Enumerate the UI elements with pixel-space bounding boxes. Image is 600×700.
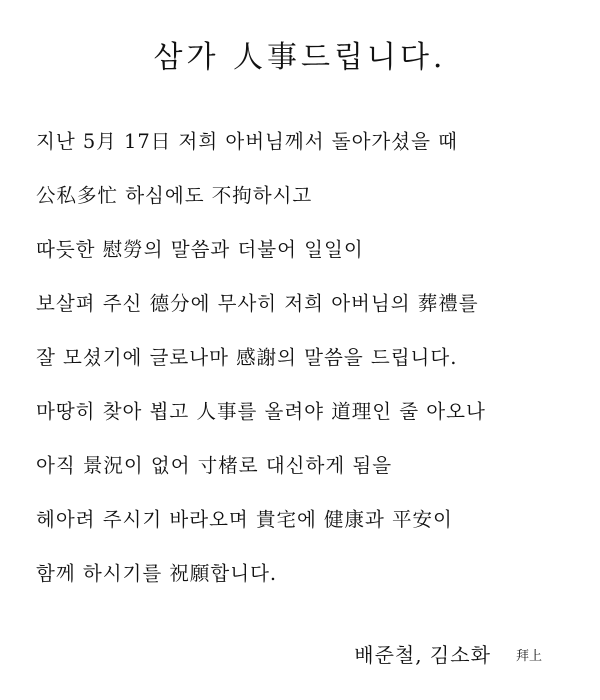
- letter-line: 헤아려 주시기 바라오며 貴宅에 健康과 平安이: [36, 508, 453, 531]
- letter-line: 함께 하시기를 祝願합니다.: [36, 562, 278, 585]
- closing-bow: 拜上: [515, 649, 542, 664]
- letter-line: 아직 景況이 없어 寸楮로 대신하게 됨을: [36, 454, 393, 477]
- letter-title: 삼가 人事드립니다.: [153, 40, 447, 75]
- letter-line: 따듯한 慰勞의 말씀과 더불어 일일이: [36, 238, 364, 261]
- letter-line: 보살펴 주신 德分에 무사히 저희 아버님의 葬禮를: [36, 292, 479, 315]
- letter-body: [36, 128, 576, 614]
- letter-line: 마땅히 찾아 뵙고 人事를 올려야 道理인 줄 아오나: [36, 400, 486, 423]
- letter-line: 지난 5月 17日 저희 아버님께서 돌아가셨을 때: [36, 130, 458, 153]
- letter-line: 잘 모셨기에 글로나마 感謝의 말씀을 드립니다.: [36, 346, 458, 369]
- letter-line: 公私多忙 하심에도 不拘하시고: [36, 184, 313, 207]
- signature-block: [354, 640, 542, 672]
- signer-names: 배준철, 김소화: [354, 643, 491, 667]
